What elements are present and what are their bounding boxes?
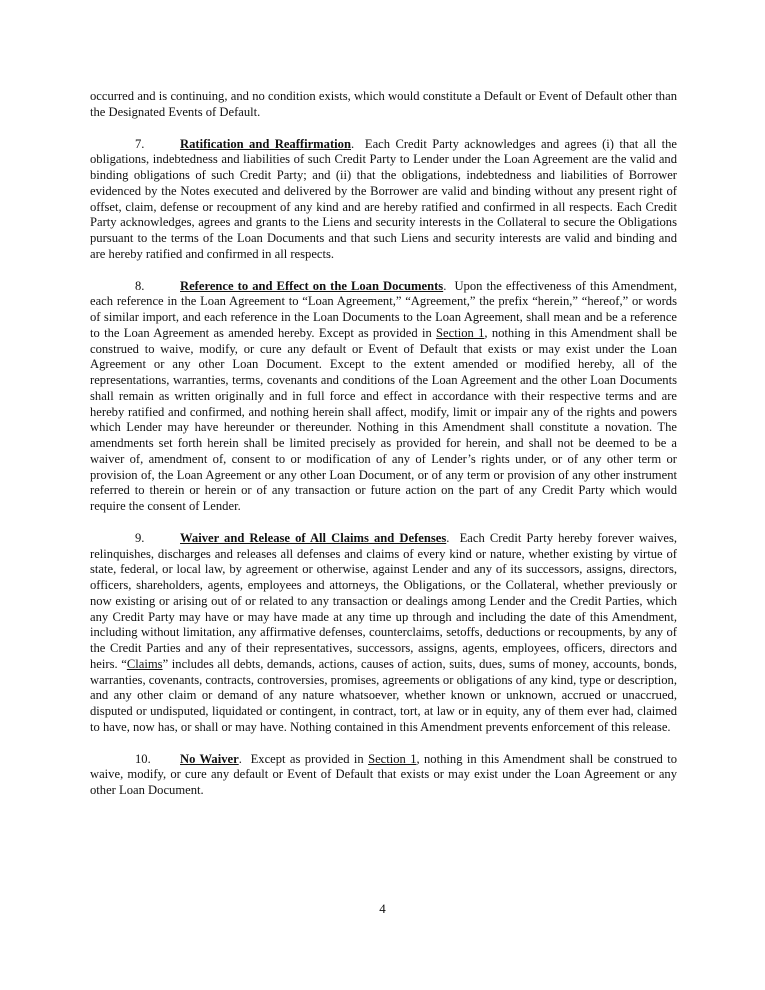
section-text: Upon the effectiveness of this Amendment, each reference in the Loan Agreement to “Loan Agreement,” “Agreement,” the prefix “herein,” “hereof,” or words of similar import, and each reference in the Loan Documents to the Loan Agreement, shall mean and be a reference to the Loan Agreement as amended hereby. Except as provided in	[90, 278, 677, 340]
section-text: ” includes all debts, demands, actions, causes of action, suits, dues, sums of money, accounts, bonds, warranties, covenants, contracts, controversies, promises, agreements or obligations of any kind, type or description, and any other claim or demand of any nature whatsoever, whether known or unknown, accrued or unaccrued, disputed or undisputed, liquidated or contingent, in contract, tort, at law or in equity, any of them ever had, claimed to have, now has, or shall or may have. Nothing contained in this Amendment prevents enforcement of this release.	[90, 656, 677, 734]
section-8: 8. Reference to and Effect on the Loan Documents. Upon the effectiveness of this Amendment, each reference in the Loan Agreement to “Loan Agreement,” “Agreement,” the prefix “herein,” “hereof,” or words of similar import, and each reference in the Loan Documents to the Loan Agreement, shall mean and be a reference to the Loan Agreement as amended hereby. Except as provided in Section 1, nothing in this Amendment shall be construed to waive, modify, or cure any default or Event of Default that exists or may exist under the Loan Agreement or any other Loan Document. Except to the extent amended or modified hereby, all of the representations, warranties, terms, covenants and conditions of the Loan Agreement and the other Loan Documents shall remain as written originally and in full force and effect in accordance with their respective terms and are hereby ratified and confirmed, and nothing herein shall affect, modify, limit or impair any of the rights and powers which Lender may have hereunder or thereunder. Nothing in this Amendment shall constitute a novation. The amendments set forth herein shall be limited precisely as provided for herein, and shall not be deemed to be a waiver of, amendment of, consent to or modification of any of Lender’s rights under, or of any other term or provision of, the Loan Agreement or any other Loan Document, or of any term or provision of any other instrument referred to therein or herein or of any transaction or future action on the part of any Credit Party which would require the consent of Lender.	[90, 278, 677, 513]
intro-paragraph	[90, 89, 677, 121]
section-text: Each Credit Party acknowledges and agrees (i) that all the obligations, indebtedness and liabilities of such Credit Party to Lender under the Loan Agreement are the valid and binding obligations of such Credit Party; and (ii) that the obligations, indebtedness and liabilities of Borrower evidenced by the Notes executed and delivered by the Borrower are valid and binding without any present right of offset, claim, defense or recoupment of any kind and are hereby ratified and confirmed in all respects. Each Credit Party acknowledges, agrees and grants to the Liens and security interests in the Collateral to secure the Obligations pursuant to the terms of the Loan Documents and that such Liens and security interests are valid and binding and are hereby ratified and confirmed in all respects.	[90, 136, 677, 261]
section-text: Except as provided in	[250, 751, 364, 766]
section-text: Each Credit Party hereby forever waives, relinquishes, discharges and releases all defenses and claims of every kind or nature, whether existing by virtue of state, federal, or local law, by agreement or otherwise, against Lender and any of its successors, assigns, directors, officers, shareholders, agents, employees and attorneys, the Obligations, or the Collateral, whether previously or now existing or arising out of or related to any transaction or dealings among Lender and the Credit Parties, which any Credit Party may have or may have made at any time up through and including the date of this Amendment, including without limitation, any affirmative defenses, counterclaims, setoffs, deductions or recoupments, by any of the Credit Parties and any of their representatives, successors, assigns, agents, employees, officers, directors and heirs. “	[90, 530, 677, 671]
section-heading: Reference to and Effect on the Loan Documents	[180, 278, 444, 293]
section-reference-link[interactable]: Section 1	[368, 751, 417, 766]
section-heading: No Waiver	[180, 751, 239, 766]
section-heading: Waiver and Release of All Claims and Defenses	[180, 530, 447, 545]
section-text: , nothing in this Amendment shall be construed to waive, modify, or cure any default or Event of Default that exists or may exist under the Loan Agreement or any other Loan Document.	[90, 751, 677, 797]
section-number: 7.	[135, 136, 145, 151]
section-9: 9. Waiver and Release of All Claims and Defenses. Each Credit Party hereby forever waives, relinquishes, discharges and releases all defenses and claims of every kind or nature, whether existing by virtue of state, federal, or local law, by agreement or otherwise, against Lender and any of its successors, assigns, directors, officers, shareholders, agents, employees and attorneys, the Obligations, or the Collateral, whether previously or now existing or arising out of or related to any transaction or dealings among Lender and the Credit Parties, which any Credit Party may have or may have made at any time up through and including the date of this Amendment, including without limitation, any affirmative defenses, counterclaims, setoffs, deductions or recoupments, by any of the Credit Parties and any of their representatives, successors, assigns, agents, employees, officers, directors and heirs. “Claims” includes all debts, demands, actions, causes of action, suits, dues, sums of money, accounts, bonds, warranties, covenants, contracts, controversies, promises, agreements or obligations of any kind, type or description, and any other claim or demand of any nature whatsoever, whether known or unknown, accrued or unaccrued, disputed or undisputed, liquidated or contingent, in contract, tort, at law or in equity, any of them ever had, claimed to have, now has, or shall or may have. Nothing contained in this Amendment prevents enforcement of this release.	[90, 530, 677, 734]
page-number: 4	[379, 901, 386, 916]
section-number: 9.	[135, 530, 145, 545]
document-page	[90, 89, 677, 815]
section-7: 7. Ratification and Reaffirmation. Each Credit Party acknowledges and agrees (i) that all the obligations, indebtedness and liabilities of such Credit Party to Lender under the Loan Agreement are the valid and binding obligations of such Credit Party; and (ii) that the obligations, indebtedness and liabilities of Borrower evidenced by the Notes executed and delivered by the Borrower are valid and binding without any present right of offset, claim, defense or recoupment of any kind and are hereby ratified and confirmed in all respects. Each Credit Party acknowledges, agrees and grants to the Liens and security interests in the Collateral to secure the Obligations pursuant to the terms of the Loan Documents and that such Liens and security interests are valid and binding and are hereby ratified and confirmed in all respects.	[90, 136, 677, 261]
defined-term: Claims	[126, 656, 163, 671]
section-text: , nothing in this Amendment shall be construed to waive, modify, or cure any default or Event of Default that exists or may exist under the Loan Agreement or any other Loan Document. Except to the extent amended or modified hereby, all of the representations, warranties, terms, covenants and conditions of the Loan Agreement and the other Loan Documents shall remain as written originally and in full force and effect in accordance with their respective terms and are hereby ratified and confirmed, and nothing herein shall affect, modify, limit or impair any of the rights and powers which Lender may have hereunder or thereunder. Nothing in this Amendment shall constitute a novation. The amendments set forth herein shall be limited precisely as provided for herein, and shall not be deemed to be a waiver of, amendment of, consent to or modification of any of Lender’s rights under, or of any other term or provision of, the Loan Agreement or any other Loan Document, or of any term or provision of any other instrument referred to therein or herein or of any transaction or future action on the part of any Credit Party which would require the consent of Lender.	[90, 325, 677, 513]
section-10: 10. No Waiver. Except as provided in Section 1, nothing in this Amendment shall be construed to waive, modify, or cure any default or Event of Default that exists or may exist under the Loan Agreement or any other Loan Document.	[90, 751, 677, 797]
section-heading: Ratification and Reaffirmation	[180, 136, 351, 151]
section-reference-link[interactable]: Section 1	[436, 325, 485, 340]
intro-text: occurred and is continuing, and no condition exists, which would constitute a Default or Event of Default other than the Designated Events of Default.	[90, 89, 677, 119]
section-number: 8.	[135, 278, 145, 293]
section-number: 10.	[135, 751, 151, 766]
